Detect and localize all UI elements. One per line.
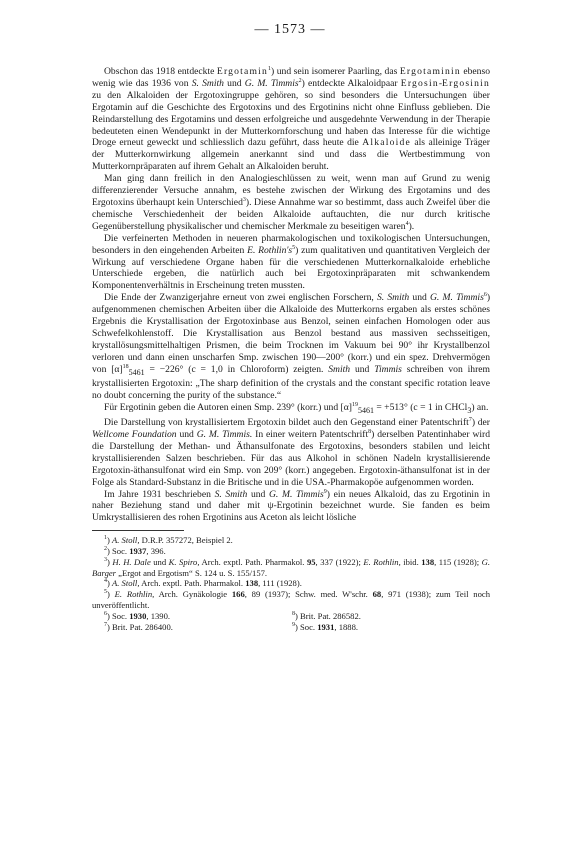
text-run: 68 (372, 589, 382, 600)
paragraph (92, 233, 490, 293)
footnote-row (92, 611, 490, 622)
text-run: , 396. (146, 546, 166, 557)
text-run: S. Smith (376, 292, 410, 304)
text-run: 2 (104, 546, 107, 553)
text-run: D.R.P. 357272, Beispiel 2. (139, 535, 233, 546)
text-run: S. Smith (214, 488, 248, 500)
text-run: G. M. Timmis (269, 488, 324, 500)
paragraph (92, 292, 490, 402)
text-run: , 111 (1928). (258, 578, 302, 589)
text-run: als alleinige Träger der Mutterkornwirkung allgemein anerkannt sind und dass die Wertbestimmung von Mutterkornpräparaten auf ihrem Gehalt an Alkaloiden beruht. (92, 137, 490, 173)
text-run: In einer weitern Patentschrift (252, 429, 369, 440)
text-run: Timmis (374, 363, 402, 375)
text-run: 8 (292, 610, 295, 617)
text-run: 4 (104, 578, 107, 585)
footnote (92, 578, 490, 589)
text-run: ) Brit. Pat. 286400. (107, 621, 173, 632)
text-run: 5 (104, 589, 107, 596)
text-run: S. Smith (191, 77, 224, 89)
text-run: = +513° (c = 1 in CHCl (373, 402, 468, 414)
text-run: - (438, 77, 443, 89)
text-run: Arch. exptl. Path. Pharmakol. (139, 578, 246, 589)
text-run: 4 (405, 220, 409, 227)
text-run: ) derselben Patentinhaber wird die Darstellung der Methan- und Äthansulfonate des Ergotoxins, besonders stabilen und leicht krystallisierenden Salzen beschrieben. Für das aus Alkohol in schönen Nadeln krystallisierende Ergotoxin-äthansulfonat wird ein Smp. von 209° (korr.) angegeben. Ergotoxin-äthansulfonat ist in der Folge als Standard-Substanz in die Britische und in die USA.-Pharmakopöe aufgenommen worden. (92, 429, 491, 488)
text-run: „Ergot and Ergotism“ S. 124 u. S. 155/157. (116, 567, 268, 578)
footnote (92, 546, 490, 557)
text-run: G. M. Timmis. (196, 429, 253, 440)
text-run: Ergosinin (442, 77, 490, 89)
text-run: ) und sein isomerer Paarling, das (271, 66, 400, 77)
text-run: ) (107, 589, 115, 600)
text-run: G. M. Timmis (429, 292, 484, 304)
text-run: 1 (268, 66, 272, 72)
text-run: E. Rothlin, (363, 556, 401, 567)
footnote (92, 535, 490, 546)
text-run: ) ein neues Alkaloid, das zu Ergotinin in naher Beziehung stand und daher mit ψ-Ergotinin bezeichnet wurde. Sie fanden es beim Umkrystallisieren des rohen Ergotinins aus Aceton als leicht lösliche (92, 488, 490, 524)
text-run: Wellcome Foundation (92, 429, 177, 440)
text-run: 1937 (129, 546, 147, 557)
footnote (92, 589, 490, 611)
text-run: ) Soc. (107, 610, 130, 621)
text-run: ibid. (400, 556, 422, 567)
text-run: ) Soc. (295, 621, 318, 632)
text-run: Man ging dann freilich in den Analogieschlüssen zu weit, wenn man auf Grund zu wenig differenzierender Versuche annahm, es bestehe zwischen der Wirkung des Ergotamins und des Ergotoxins überhaupt kein Unterschied (92, 173, 490, 208)
text-run: 166 (231, 589, 245, 600)
text-run: E. Rothlin's (247, 244, 293, 256)
text-run: 1931 (317, 621, 335, 632)
text-run: K. Spiro, (168, 556, 200, 567)
text-run: Smith (328, 363, 351, 375)
article-body (92, 66, 490, 632)
text-run: H. H. Dale (112, 556, 151, 567)
text-run: und (223, 77, 245, 89)
text-run: zu den Alkaloiden der Ergotoxingruppe gehören, so sind besonders die Untersuchungen über Ergotamin auf die Geschichte des Ergotoxins und des Ergotinins nicht ohne Einfluss geblieben. Die Reindarstellung des Ergotamins und dessen erfolgreiche und ausgedehnte Verwendung in der Therapie bedeuteten einen Wendepunkt in der Mutterkornforschung und haben das Interesse für die wichtige Droge erneut geweckt und schliesslich dazu geführt, dass heute die (92, 89, 490, 149)
text-run: Die Ende der Zwanzigerjahre erneut von zwei englischen Forschern, (104, 292, 377, 304)
footnote (92, 611, 292, 622)
text-run: 9 (323, 488, 327, 495)
text-run: ) an. (471, 402, 489, 414)
text-run: Die Darstellung von krystallisiertem Ergotoxin bildet auch den Gegenstand einer Patentschrift (104, 417, 469, 429)
footnote (292, 622, 358, 633)
text-run: 3 (104, 556, 107, 563)
footnote (92, 622, 292, 633)
text-run: 1930 (129, 610, 147, 621)
text-run: Obschon das 1918 entdeckte (104, 66, 217, 77)
text-run: , 115 (1928); (434, 556, 482, 567)
footnotes (92, 535, 490, 632)
footnote-row (92, 622, 490, 633)
footnote (92, 557, 490, 579)
paragraph (92, 402, 490, 417)
text-run: E. Rothlin, (114, 589, 155, 600)
text-run: ). (408, 220, 415, 232)
text-run: 18 (122, 363, 129, 370)
paragraph (92, 489, 490, 525)
text-run: 2 (298, 77, 302, 84)
text-run: , 89 (1937); Schw. med. W'schr. (244, 589, 373, 600)
paragraph (92, 173, 490, 233)
paragraph (92, 66, 490, 173)
text-run: 138 (421, 556, 435, 567)
text-run: ) Soc. (107, 546, 130, 557)
text-run: 6 (483, 292, 487, 299)
text-run: ) Brit. Pat. 286582. (295, 610, 361, 621)
text-run: ) der (471, 417, 490, 429)
text-run: 9 (292, 621, 295, 628)
text-run: ). Diese Annahme war so bestimmt, dass auch Zweifel über die chemische Verschiedenheit der beiden Alkaloide auftauchten, die nur durch kritische Gegenüberstellung physikalischer und chemischer Merkmale zu beseitigen waren (92, 196, 490, 232)
text-run: Ergotamin (216, 66, 269, 77)
text-run: ) zum qualitativen und quantitativen Vergleich der Wirkung auf verschiedene Organe haben für die verschiedenen Mutterkornalkaloide erhebliche Unterschiede ergeben, die natürlich auch bei Ergotoxinpräparaten mit schwankendem Komponentenverhältnis in Erscheinung treten mussten. (92, 244, 490, 292)
text-run: G. Barger (92, 556, 490, 578)
text-run: Arch. exptl. Path. Pharmakol. (199, 556, 307, 567)
text-run: , 1390. (146, 610, 171, 621)
page-number: — 1573 — (254, 22, 326, 37)
text-run: G. M. Timmis (244, 77, 299, 89)
text-run: 1 (104, 535, 107, 542)
text-run: = −226° (c = 1,0 in Chloroform) zeigten. (144, 363, 329, 375)
text-run: und (150, 556, 169, 567)
text-run: , 1888. (334, 621, 359, 632)
text-run: ) (107, 535, 113, 546)
text-run: ) aufgenommenen chemischen Arbeiten über die Alkaloide des Mutterkorns ergaben als erstes schönes Ergebnis die Krystallisation der Ergotoxinbase aus Benzol, seinen einfachen Homologen oder aus Schwefelkohlenstoff. Die Krystallisation aus Benzol bestand aus massiven sechsseitigen, krystallösungsmittelhaltigen Prismen, die beim Trocknen im Vakuum bei 90° ihr Krystallbenzol verloren und dann einen unscharfen Smp. zwischen 190—200° (korr.) und ein spez. Drehvermögen von [α] (92, 292, 491, 375)
text-run: 5 (292, 244, 296, 251)
text-run: 7 (104, 621, 107, 628)
text-run: 3 (242, 196, 246, 203)
text-run: 138 (245, 578, 259, 589)
text-run: A. Stoll, (112, 535, 140, 546)
text-run: und (350, 363, 375, 375)
paragraph-container (92, 66, 490, 524)
text-run: schreiben von ihrem krystallisierten Ergotoxin: „The sharp definition of the crystals and the constant specific rotation leave no doubt concerning the purity of the substance.“ (92, 363, 490, 402)
text-run: 6 (104, 610, 107, 617)
text-run: 5461 (357, 406, 374, 416)
text-run: 8 (368, 429, 372, 435)
text-run: Für Ergotinin geben die Autoren einen Smp. 239° (korr.) und [α] (104, 402, 352, 414)
text-run: 7 (468, 417, 472, 424)
text-run: ) (107, 578, 113, 589)
text-run: 95 (306, 556, 316, 567)
text-run: , 337 (1922); (315, 556, 364, 567)
footnote-rule (92, 530, 184, 531)
text-run: und (176, 429, 197, 440)
text-run: ) (107, 556, 113, 567)
text-run: und (409, 292, 430, 304)
text-run: 19 (351, 402, 358, 409)
text-run: Die verfeinerten Methoden in neueren pharmakologischen und toxikologischen Untersuchungen, besonders in den eingehenden Arbeiten (92, 232, 490, 256)
text-run: Ergotaminin (399, 66, 461, 77)
text-run: und (247, 488, 269, 500)
text-run: ebenso wenig wie das 1936 von (92, 66, 490, 89)
text-run: 3 (467, 406, 472, 416)
text-run: , 971 (1938); zum Teil noch unveröffentlicht. (92, 589, 490, 611)
paragraph (92, 417, 490, 488)
text-run: Im Jahre 1931 beschrieben (104, 488, 215, 500)
text-run: Alkaloide (362, 137, 411, 149)
text-run: A. Stoll, (112, 578, 140, 589)
text-run: Arch. Gynäkologie (154, 589, 232, 600)
text-run: Ergosin (400, 77, 439, 89)
text-run: 5461 (128, 367, 145, 377)
footnote (292, 611, 361, 622)
text-run: ) entdeckte Alkaloidpaar (301, 77, 401, 89)
